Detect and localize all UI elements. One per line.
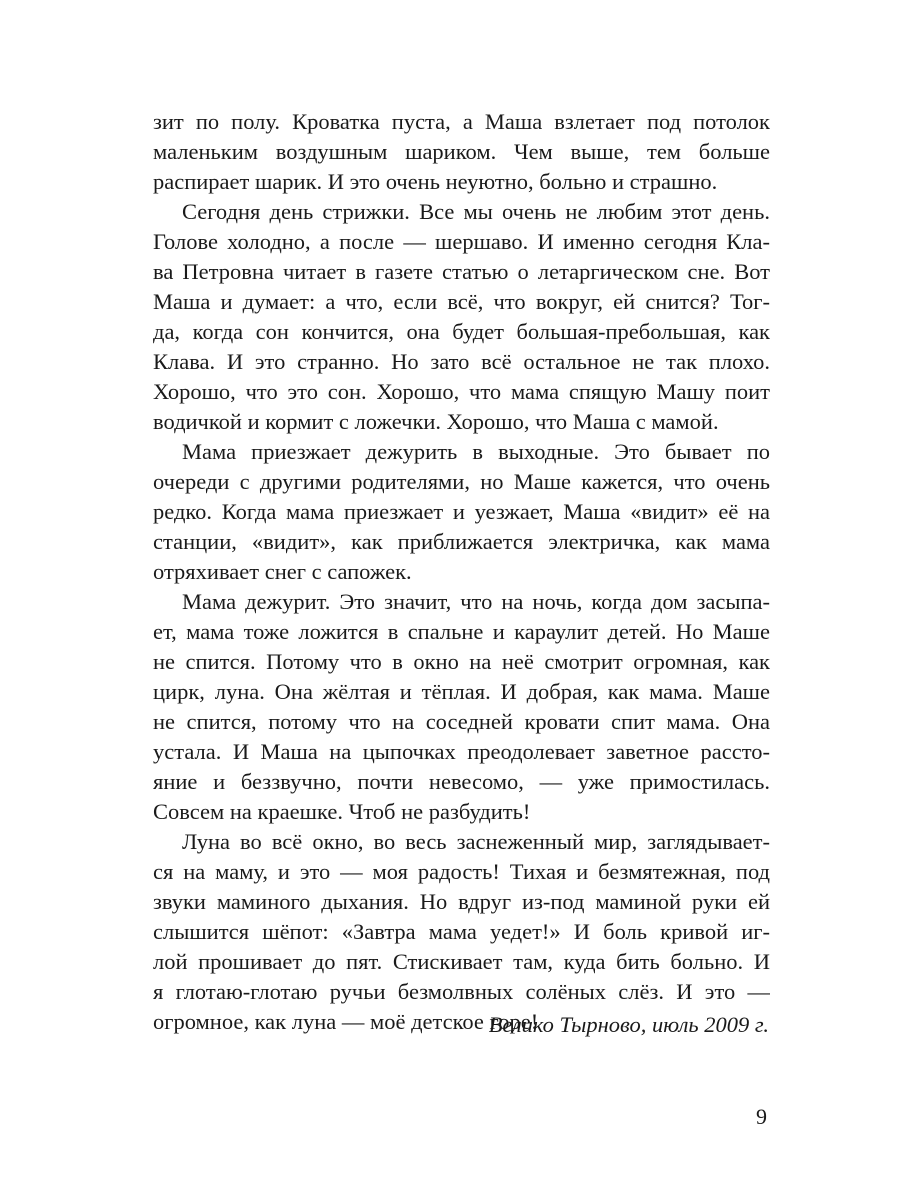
text-line: Голове холодно, а после — шершаво. И именно сегодня Кла-	[153, 229, 770, 254]
text-line: очереди с другими родителями, но Маше кажется, что очень	[153, 469, 770, 494]
text-line: огромное, как луна — моё детское горе!	[153, 1009, 539, 1034]
text-line: цирк, луна. Она жёлтая и тёплая. И добрая, как мама. Маше	[153, 679, 770, 704]
text-line: зит по полу. Кроватка пуста, а Маша взлетает под потолок	[153, 109, 770, 134]
text-line: распирает шарик. И это очень неуютно, больно и страшно.	[153, 169, 718, 194]
paragraph	[153, 437, 770, 587]
text-line: не спится, потому что на соседней кровати спит мама. Она	[153, 709, 770, 734]
text-line: редко. Когда мама приезжает и уезжает, Маша «видит» её на	[153, 499, 770, 524]
text-line: Мама приезжает дежурить в выходные. Это бывает по	[182, 439, 770, 464]
text-line: Маша и думает: а что, если всё, что вокруг, ей снится? Тог-	[153, 289, 770, 314]
text-line: ся на маму, и это — моя радость! Тихая и безмятежная, под	[153, 859, 770, 884]
place-date-signature: Велико Тырново, июль 2009 г.	[488, 1012, 769, 1037]
text-line: ва Петровна читает в газете статью о летаргическом сне. Вот	[153, 259, 770, 284]
text-line: яние и беззвучно, почти невесомо, — уже примостилась.	[153, 769, 770, 794]
paragraph	[153, 197, 770, 437]
page-number: 9	[756, 1104, 767, 1129]
text-line: лой прошивает до пят. Стискивает там, куда бить больно. И	[153, 949, 770, 974]
text-line: маленьким воздушным шариком. Чем выше, тем больше	[153, 139, 770, 164]
text-line: Луна во всё окно, во весь заснеженный мир, заглядывает-	[182, 829, 770, 854]
text-line: водичкой и кормит с ложечки. Хорошо, что Маша с мамой.	[153, 409, 719, 434]
text-line: Совсем на краешке. Чтоб не разбудить!	[153, 799, 531, 824]
paragraph	[153, 587, 770, 827]
text-line: слышится шёпот: «Завтра мама уедет!» И боль кривой иг-	[153, 919, 770, 944]
text-line: устала. И Маша на цыпочках преодолевает заветное рассто-	[153, 739, 770, 764]
text-line: отряхивает снег с сапожек.	[153, 559, 412, 584]
text-line: звуки маминого дыхания. Но вдруг из-под маминой руки ей	[153, 889, 770, 914]
paragraph	[153, 827, 770, 1037]
paragraph	[153, 107, 770, 197]
text-line: Сегодня день стрижки. Все мы очень не любим этот день.	[182, 199, 770, 224]
body-text	[153, 107, 770, 1037]
text-line: Мама дежурит. Это значит, что на ночь, когда дом засыпа-	[182, 589, 770, 614]
text-line: ет, мама тоже ложится в спальне и караулит детей. Но Маше	[153, 619, 770, 644]
text-line: да, когда сон кончится, она будет большая-пребольшая, как	[153, 319, 770, 344]
text-line: Хорошо, что это сон. Хорошо, что мама спящую Машу поит	[153, 379, 770, 404]
text-line: я глотаю-глотаю ручьи безмолвных солёных слёз. И это —	[153, 979, 770, 1004]
text-line: не спится. Потому что в окно на неё смотрит огромная, как	[153, 649, 770, 674]
text-line: станции, «видит», как приближается электричка, как мама	[153, 529, 770, 554]
text-line: Клава. И это странно. Но зато всё остальное не так плохо.	[153, 349, 770, 374]
